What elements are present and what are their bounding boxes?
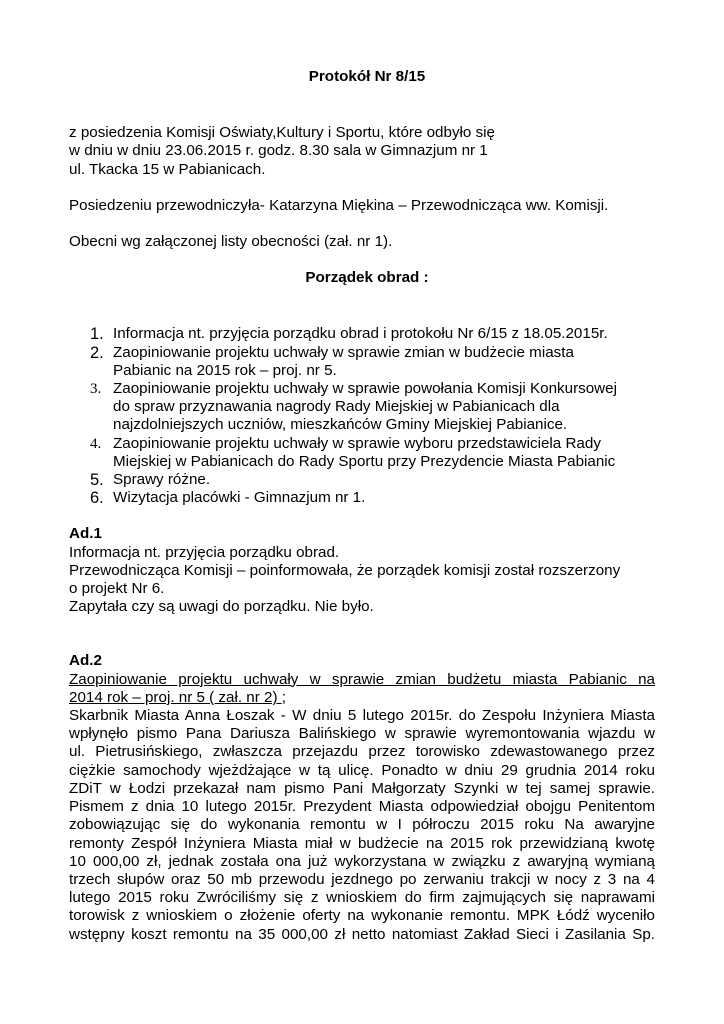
agenda-item-text: Miejskiej w Pabianicach do Rady Sportu przy Prezydencie Miasta Pabianic bbox=[113, 452, 616, 470]
agenda-item bbox=[69, 380, 655, 435]
section-line: Przewodnicząca Komisji – poinformowała, że porządek komisji został rozszerzony bbox=[69, 561, 621, 579]
agenda-item-text: Zaopiniowanie projektu uchwały w sprawie wyboru przedstawiciela Rady bbox=[113, 434, 601, 452]
section-body-line: torowisk z wnioskiem o złożenie oferty na wykonanie remontu. MPK Łódź wyceniło bbox=[69, 907, 655, 925]
section-ad2 bbox=[69, 652, 655, 943]
section-line: Informacja nt. przyjęcia porządku obrad. bbox=[69, 543, 340, 561]
agenda-item-number: 3. bbox=[90, 381, 102, 398]
agenda-item-text: najzdolniejszych uczniów, mieszkańców Gminy Miejskiej Pabianice. bbox=[113, 416, 568, 434]
section-line: Zapytała czy są uwagi do porządku. Nie było. bbox=[69, 598, 374, 616]
section-body-line: Skarbnik Miasta Anna Łoszak - W dniu 5 lutego 2015r. do Zespołu Inżyniera Miasta bbox=[69, 707, 655, 725]
section-body-line: wstępny koszt remontu na 35 000,00 zł netto natomiast Zakład Sieci i Zasilania Sp. bbox=[69, 925, 655, 943]
intro-block bbox=[69, 124, 655, 179]
agenda-item-text: Pabianic na 2015 rok – proj. nr 5. bbox=[113, 361, 337, 379]
agenda-item-text: Zaopiniowanie projektu uchwały w sprawie zmian w budżecie miasta bbox=[113, 343, 574, 361]
section-body-line: remonty Zespół Inżyniera Miasta miał w budżecie na 2015 rok przewidzianą kwotę bbox=[69, 834, 655, 852]
agenda-item-number: 1. bbox=[90, 325, 104, 344]
section-heading: Ad.2 bbox=[69, 652, 102, 670]
section-body-line: lutego 2015 roku Zwróciliśmy się z wnioskiem do firm zajmujących się naprawami bbox=[69, 889, 655, 907]
section-body-line: ZDiT w Łodzi przekazał nam pismo Pani Małgorzaty Szynki w tej samej sprawie. bbox=[69, 779, 655, 797]
agenda-item-text: Informacja nt. przyjęcia porządku obrad i protokołu Nr 6/15 z 18.05.2015r. bbox=[113, 325, 608, 343]
agenda-item bbox=[69, 344, 655, 380]
agenda-item-number: 2. bbox=[90, 343, 104, 362]
agenda-item-text: Sprawy różne. bbox=[113, 471, 211, 489]
section-body-line: zobowiązując się do wykonania remontu w I półroczu 2015 roku Na awaryjne bbox=[69, 816, 655, 834]
section-subject-line: Zaopiniowanie projektu uchwały w sprawie zmian budżetu miasta Pabianic na bbox=[69, 670, 655, 688]
document-title: Protokół Nr 8/15 bbox=[308, 68, 426, 85]
intro-line: w dniu w dniu 23.06.2015 r. godz. 8.30 sala w Gimnazjum nr 1 bbox=[69, 142, 488, 160]
agenda-title: Porządek obrad : bbox=[305, 269, 429, 287]
section-subject-line: 2014 rok – proj. nr 5 ( zał. nr 2) ; bbox=[69, 688, 286, 706]
agenda-item-number: 6. bbox=[90, 489, 104, 508]
section-ad1 bbox=[69, 525, 655, 616]
document-page bbox=[69, 68, 655, 944]
intro-line: z posiedzenia Komisji Oświaty,Kultury i Sportu, które odbyło się bbox=[69, 124, 495, 142]
section-body-line: Pismem z dnia 10 lutego 2015r. Prezydent Miasta odpowiedział obojgu Penitentom bbox=[69, 798, 655, 816]
agenda-item-number: 4. bbox=[90, 435, 102, 452]
section-body-line: ul. Pietrusińskiego, zwłaszcza przejazdu przez torowisko zdewastowanego przez bbox=[69, 743, 655, 761]
attendance-line: Obecni wg załączonej listy obecności (zał. nr 1). bbox=[69, 233, 393, 251]
section-heading: Ad.1 bbox=[69, 525, 102, 543]
agenda-item bbox=[69, 325, 655, 343]
section-body-line: wpłynęło pismo Pana Dariusza Balińskiego w sprawie wyremontowania wjazdu w bbox=[69, 725, 655, 743]
agenda-item-text: do spraw przyznawania nagrody Rady Miejskiej w Pabianicach dla bbox=[113, 398, 560, 416]
section-body-line: ciężkie samochody wjeżdżające w tą ulicę. Ponadto w dniu 29 grudnia 2014 roku bbox=[69, 761, 655, 779]
agenda-item-text: Zaopiniowanie projektu uchwały w sprawie powołania Komisji Konkursowej bbox=[113, 380, 617, 398]
agenda-item-text: Wizytacja placówki - Gimnazjum nr 1. bbox=[113, 489, 366, 507]
section-body-line: 10 000,00 zł, jednak została ona już wykorzystana w związku z awaryjną wymianą bbox=[69, 852, 655, 870]
agenda-list bbox=[69, 325, 655, 507]
agenda-item bbox=[69, 489, 655, 507]
agenda-item bbox=[69, 471, 655, 489]
section-line: o projekt Nr 6. bbox=[69, 580, 165, 598]
section-body-line: trzech słupów oraz 50 mb przewodu jezdnego po zerwaniu trakcji w nocy z 3 na 4 bbox=[69, 870, 655, 888]
agenda-item-number: 5. bbox=[90, 471, 104, 490]
chair-line: Posiedzeniu przewodniczyła- Katarzyna Miękina – Przewodnicząca ww. Komisji. bbox=[69, 196, 609, 214]
intro-line: ul. Tkacka 15 w Pabianicach. bbox=[69, 160, 266, 178]
agenda-item bbox=[69, 435, 655, 471]
